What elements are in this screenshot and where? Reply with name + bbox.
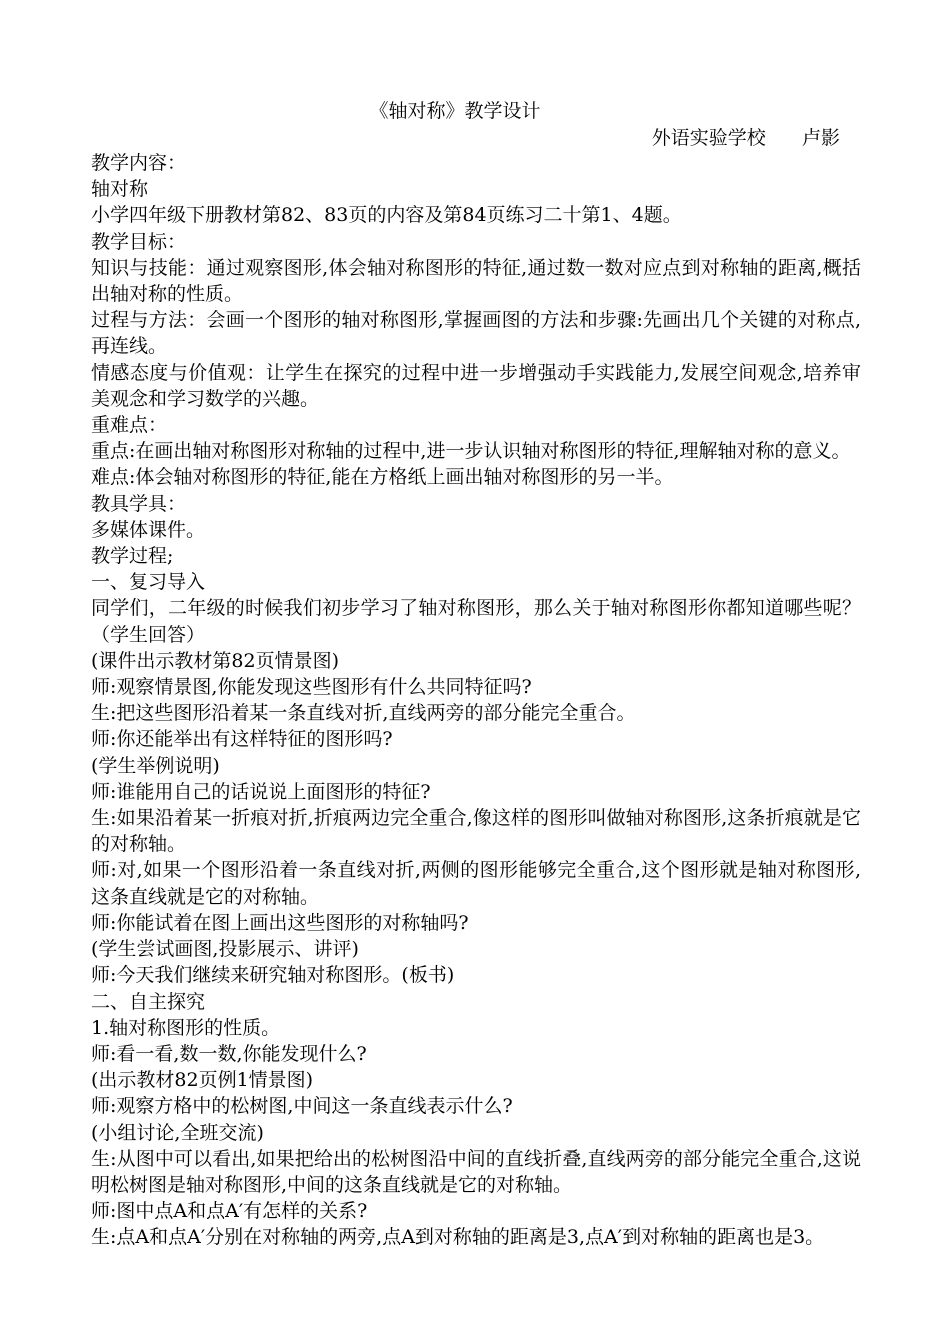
paragraph: 过程与方法：会画一个图形的轴对称图形,掌握画图的方法和步骤:先画出几个关键的对称点,再连线。 [91,309,861,358]
paragraph: 师:今天我们继续来研究轴对称图形。(板书) [91,964,455,987]
paragraph: 1.轴对称图形的性质。 [91,1016,281,1039]
paragraph: (小组讨论,全班交流) [91,1121,264,1144]
paragraph: 教学过程; [91,545,174,568]
paragraph: 教具学具： [91,492,187,515]
paragraph: 师:看一看,数一数,你能发现什么? [91,1042,367,1065]
paragraph: 情感态度与价值观：让学生在探究的过程中进一步增强动手实践能力,发展空间观念,培养审美观念和学习数学的兴趣。 [91,361,861,410]
paragraph: (学生尝试画图,投影展示、讲评) [91,938,359,961]
paragraph: 师:图中点A和点A′有怎样的关系? [91,1200,368,1223]
paragraph: 师:你还能举出有这样特征的图形吗? [91,728,393,751]
paragraph: 教学内容： [91,152,187,174]
paragraph: 重点:在画出轴对称图形对称轴的过程中,进一步认识轴对称图形的特征,理解轴对称的意义。 [91,440,851,463]
paragraph: 难点:体会轴对称图形的特征,能在方格纸上画出轴对称图形的另一半。 [91,466,674,489]
paragraph: 教学目标： [91,230,187,253]
paragraph: 生:把这些图形沿着某一条直线对折,直线两旁的部分能完全重合。 [91,702,636,725]
paragraph: 生:点A和点A′分别在对称轴的两旁,点A到对称轴的距离是3,点A′到对称轴的距离也是3。 [91,1226,825,1249]
document-body [91,150,861,1251]
paragraph: 生:从图中可以看出,如果把给出的松树图沿中间的直线折叠,直线两旁的部分能完全重合,这说明松树图是轴对称图形,中间的这条直线就是它的对称轴。 [91,1147,861,1196]
paragraph: 重难点： [91,414,168,437]
paragraph: 师:对,如果一个图形沿着一条直线对折,两侧的图形能够完全重合,这个图形就是轴对称图形,这条直线就是它的对称轴。 [91,859,861,908]
paragraph: 同学们，二年级的时候我们初步学习了轴对称图形，那么关于轴对称图形你都知道哪些呢？（学生回答） [91,597,861,646]
paragraph: 二、自主探究 [91,990,206,1013]
paragraph: 师:观察情景图,你能发现这些图形有什么共同特征吗? [91,676,532,699]
paragraph: 一、复习导入 [91,571,206,594]
paragraph: (课件出示教材第82页情景图) [91,649,340,672]
paragraph: 小学四年级下册教材第82、83页的内容及第84页练习二十第1、4题。 [91,204,682,227]
paragraph: 师:谁能用自己的话说说上面图形的特征? [91,780,431,803]
paragraph: (学生举例说明) [91,754,220,777]
paragraph: (出示教材82页例1情景图) [91,1069,314,1092]
paragraph: 知识与技能：通过观察图形,体会轴对称图形的特征,通过数一数对应点到对称轴的距离,概括出轴对称的性质。 [91,256,861,306]
paragraph: 多媒体课件。 [91,518,206,541]
paragraph: 轴对称 [91,178,149,201]
paragraph: 生:如果沿着某一折痕对折,折痕两边完全重合,像这样的图形叫做轴对称图形,这条折痕就是它的对称轴。 [91,807,861,856]
author-line: 外语实验学校 卢影 [651,127,840,149]
paragraph: 师:你能试着在图上画出这些图形的对称轴吗? [91,911,469,934]
document-title: 《轴对称》教学设计 [369,100,541,122]
paragraph: 师:观察方格中的松树图,中间这一条直线表示什么? [91,1095,513,1118]
